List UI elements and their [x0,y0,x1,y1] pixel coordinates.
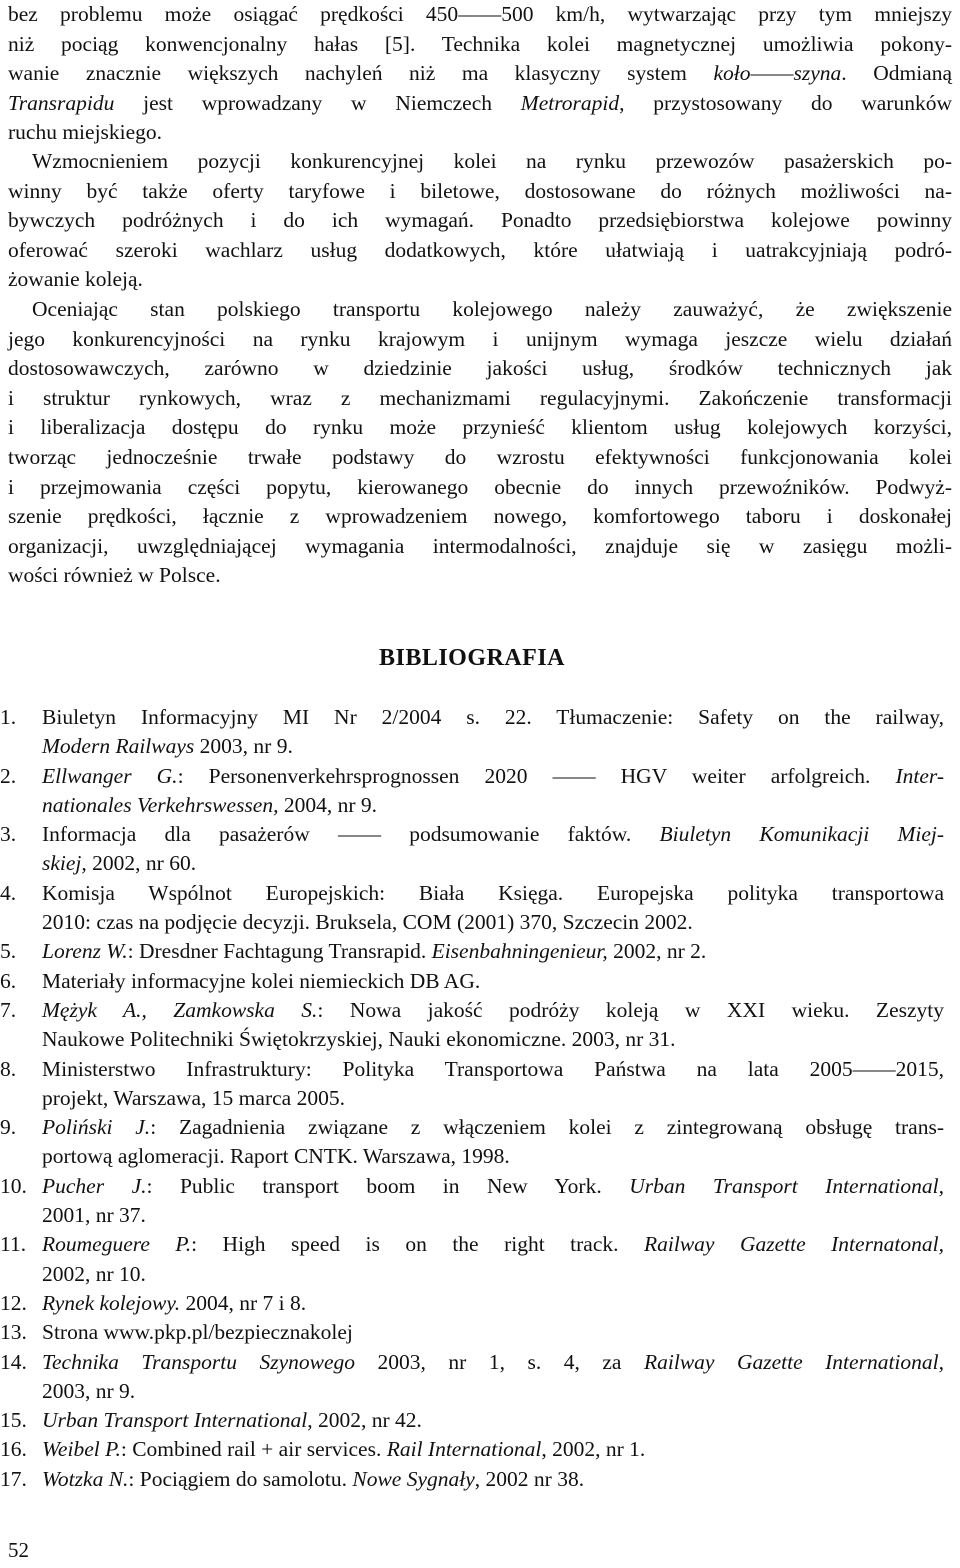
text-run: 2003, nr 9. [194,734,293,759]
text-run: jego konkurencyjności na rynku krajowym i unijnym wymaga jeszcze wielu działań [8,326,952,351]
item-text [42,879,944,938]
text-line [42,849,944,878]
text-run: winny być także oferty taryfowe i biletowe, dostosowane do różnych możliwości na- [8,178,952,203]
bibliography-item [0,1318,944,1347]
text-run: 2002, nr 10. [42,1261,146,1286]
text-run: 2010: czas na podjęcie decyzji. Bruksela, COM (2001) 370, Szczecin 2002. [42,910,693,935]
italic-text: Transrapidu [8,90,115,115]
italic-text: Rail International [386,1437,542,1462]
text-run: : Dresdner Fachtagung Transrapid. [127,939,432,964]
bibliography-item [0,1230,944,1289]
italic-text: Urban Transport International, [629,1173,944,1198]
text-run: 2003, nr 9. [42,1378,136,1403]
text-line [42,879,944,908]
text-line [42,1406,944,1435]
text-line [8,561,952,591]
text-line [42,732,944,761]
text-line [42,1260,944,1289]
text-run: , przystosowany do warunków [619,90,952,115]
text-run: : Pociągiem do samolotu. [128,1466,353,1491]
bibliography-item [0,937,944,966]
text-run: 2003, nr 1, s. 4, za [355,1349,644,1374]
item-text [42,996,944,1055]
text-run: : Public transport boom in New York. [146,1173,630,1198]
text-run: Wzmocnieniem pozycji konkurencyjnej kolei na rynku przewozów pasażerskich po- [32,149,952,173]
item-text [42,1318,944,1347]
item-text [42,1289,944,1318]
text-line [8,502,952,532]
italic-text: Nowe Sygnały [352,1466,475,1491]
item-number: 9. [0,1115,17,1140]
italic-text: Wotzka N. [42,1466,129,1491]
text-run: —— [337,822,381,847]
text-run: HGV weiter arfolgreich. [595,763,896,788]
bibliography-item [0,820,944,879]
italic-text: Lorenz W. [42,939,128,964]
text-run: Informacja dla pasażerów [42,822,338,847]
item-text [42,1055,944,1114]
italic-text: Modern Railways [42,734,195,759]
item-number: 10. [0,1173,27,1198]
paragraph [8,295,952,591]
bibliography-item [0,996,944,1055]
italic-text: Metrorapid [520,90,620,115]
bibliography-item [0,1172,944,1231]
text-run: : Personenverkehrsprognossen 2020 [177,763,553,788]
item-number: 1. [0,705,17,729]
text-line [8,265,952,295]
text-run: Naukowe Politechniki Świętokrzyskiej, Nauki ekonomiczne. 2003, nr 31. [42,1027,676,1052]
text-line [42,1055,944,1084]
text-run: 2015, [895,1056,944,1081]
item-text [42,937,944,966]
text-run: bez problemu może osiągać prędkości 450 [8,2,459,26]
text-run: bywczych podróżnych i do ich wymagań. Ponadto przedsiębiorstwa kolejowe powinny [8,208,952,233]
italic-text: Inter- [895,763,944,788]
bibliography-item [0,967,944,996]
text-line [42,1201,944,1230]
text-run: : Combined rail + air services. [120,1437,387,1462]
text-line [42,1318,944,1347]
text-run: 500 km/h, wytwarzając przy tym mniejszy [501,2,952,26]
text-line [8,30,952,60]
item-number: 12. [0,1290,27,1315]
text-run: projekt, Warszawa, 15 marca 2005. [42,1085,345,1110]
bibliography-list [0,703,944,1494]
italic-text: skiej, [42,851,87,876]
text-run: Biuletyn Informacyjny MI Nr 2/2004 s. 22. Tłumaczenie: Safety on the railway, [42,705,944,729]
bibliography-item [0,1348,944,1407]
italic-text: Railway Gazette Internatonal, [644,1232,945,1257]
text-run: jest wprowadzany w Niemczech [114,90,521,115]
text-run: szenie prędkości, łącznie z wprowadzeniem nowego, komfortowego taboru i doskonałej [8,504,952,529]
text-line [8,384,952,414]
text-line [42,1142,944,1171]
item-text [42,1406,944,1435]
text-line [8,325,952,355]
italic-text: szyna [793,61,842,86]
item-text [42,1465,944,1494]
bibliography-item [0,879,944,938]
item-number: 3. [0,822,17,847]
item-number: 17. [0,1466,27,1491]
text-line [8,354,952,384]
text-line [8,532,952,562]
text-line [42,908,944,937]
bibliography-item [0,703,944,762]
text-line [42,1289,944,1318]
text-line [42,820,944,849]
bibliography-item [0,1435,944,1464]
text-run: —— [552,763,596,788]
text-run: : Nowa jakość podróży koleją w XXI wieku. Zeszyty [317,997,944,1022]
text-run: . Odmianą [841,61,953,86]
text-run: portową aglomeracji. Raport CNTK. Warszawa, 1998. [42,1144,510,1169]
bibliography-item [0,1055,944,1114]
paragraph [8,147,952,295]
item-text [42,967,944,996]
italic-text: Urban Transport International [42,1408,308,1433]
text-run: wanie znacznie większych nachyleń niż ma klasyczny system [8,61,714,86]
text-line [8,443,952,473]
bibliography-heading: BIBLIOGRAFIA [378,645,566,671]
text-run: i liberalizacja dostępu do rynku może przynieść klientom usług kolejowych korzyści, [8,415,952,440]
text-run: 2002, nr 2. [607,939,707,964]
text-line [42,703,944,732]
text-line [42,1113,944,1142]
bibliography-item [0,762,944,821]
item-number: 2. [0,763,17,788]
page-number: 52 [8,1538,29,1562]
text-run: Komisja Wspólnot Europejskich: Biała Księga. Europejska polityka transportowa [42,880,944,905]
text-run: , 2002, nr 1. [541,1437,646,1462]
text-line [42,1377,944,1406]
item-number: 6. [0,968,17,993]
text-line [8,206,952,236]
text-line [42,937,944,966]
text-line [8,413,952,443]
text-run: : High speed is on the right track. [191,1232,645,1257]
item-text [42,1435,944,1464]
text-run: dostosowawczych, zarówno w dziedzinie jakości usług, środków technicznych jak [8,356,952,381]
text-run: żowanie koleją. [8,267,143,292]
text-run: ruchu miejskiego. [8,120,163,145]
italic-text: Weibel P. [42,1437,121,1462]
italic-text: Pucher J. [42,1173,147,1198]
text-run: tworząc jednocześnie trwałe podstawy do wzrostu efektywności funkcjonowania kolei [8,444,952,469]
italic-text: Biuletyn Komunikacji Miej- [659,822,945,847]
item-number: 15. [0,1408,27,1433]
bibliography-item [0,1113,944,1172]
item-number: 8. [0,1056,17,1081]
text-run: , 2002 nr 38. [474,1466,585,1491]
text-line [42,791,944,820]
text-line [42,1025,944,1054]
text-line [42,762,944,791]
text-line [42,1230,944,1259]
text-line [8,236,952,266]
text-line [8,147,952,177]
item-number: 4. [0,880,17,905]
text-run: wości również w Polsce. [8,563,221,588]
text-run: —— [458,2,502,26]
bibliography-item [0,1406,944,1435]
text-line [8,0,952,30]
item-number: 11. [0,1232,27,1257]
text-line [42,1084,944,1113]
italic-text: Roumeguere P. [42,1232,192,1257]
paragraph [8,0,952,148]
text-run: organizacji, uwzględniającej wymagania intermodalności, znajduje się w zasięgu możli- [8,533,952,558]
text-run: 2004, nr 9. [278,792,378,817]
text-run: —— [750,61,794,86]
italic-text: Mężyk A., Zamkowska S. [42,997,318,1022]
text-run: : Zagadnienia związane z włączeniem kolei z zintegrowaną obsługę trans- [150,1115,944,1140]
item-text [42,762,944,821]
bibliography-item [0,1289,944,1318]
item-text [42,820,944,879]
text-line [8,473,952,503]
text-line [8,177,952,207]
text-run: 2004, nr 7 i 8. [180,1290,307,1315]
italic-text: Railway Gazette International, [643,1349,944,1374]
item-number: 7. [0,997,17,1022]
text-line [42,1465,944,1494]
italic-text: Technika Transportu Szynowego [42,1349,356,1374]
text-line [8,59,952,89]
italic-text: Eisenbahningenieur, [431,939,608,964]
italic-text: Poliński J. [42,1115,151,1140]
item-number: 5. [0,939,17,964]
item-text [42,1230,944,1289]
text-run: niż pociąg konwencjonalny hałas [5]. Technika kolei magnetycznej umożliwia pokony- [8,31,952,56]
item-text [42,1172,944,1231]
item-text [42,1348,944,1407]
item-number: 14. [0,1349,27,1374]
text-run: Oceniając stan polskiego transportu kolejowego należy zauważyć, że zwiększenie [32,297,952,321]
text-run: oferować szeroki wachlarz usług dodatkowych, które ułatwiają i uatrakcyjniają podró- [8,237,952,262]
text-run: 2001, nr 37. [42,1203,146,1228]
item-number: 13. [0,1320,27,1345]
text-line [42,1435,944,1464]
bibliography-item [0,1465,944,1494]
italic-text: Rynek kolejowy. [42,1290,181,1315]
item-number: 16. [0,1437,27,1462]
text-run: Materiały informacyjne kolei niemieckich DB AG. [42,968,481,993]
text-line [42,996,944,1025]
text-line [8,89,952,119]
item-text [42,1113,944,1172]
text-run: 2002, nr 60. [86,851,197,876]
text-run: Strona www.pkp.pl/bezpiecznakolej [42,1320,353,1345]
item-text [42,703,944,762]
italic-text: koło [713,61,751,86]
text-run: i struktur rynkowych, wraz z mechanizmami regulacyjnymi. Zakończenie transformacji [8,385,952,410]
text-run: Ministerstwo Infrastruktury: Polityka Transportowa Państwa na lata 2005 [42,1056,853,1081]
text-line [42,967,944,996]
text-run: , 2002, nr 42. [307,1408,422,1433]
text-line [42,1348,944,1377]
text-run: podsumowanie faktów. [380,822,660,847]
text-line [8,118,952,148]
text-line [8,295,952,325]
italic-text: Ellwanger G. [42,763,178,788]
italic-text: nationales Verkehrswessen, [42,792,279,817]
text-line [42,1172,944,1201]
text-run: i przejmowania części popytu, kierowanego obecnie do innych przewoźników. Podwyż- [8,474,952,499]
text-run: —— [852,1056,896,1081]
